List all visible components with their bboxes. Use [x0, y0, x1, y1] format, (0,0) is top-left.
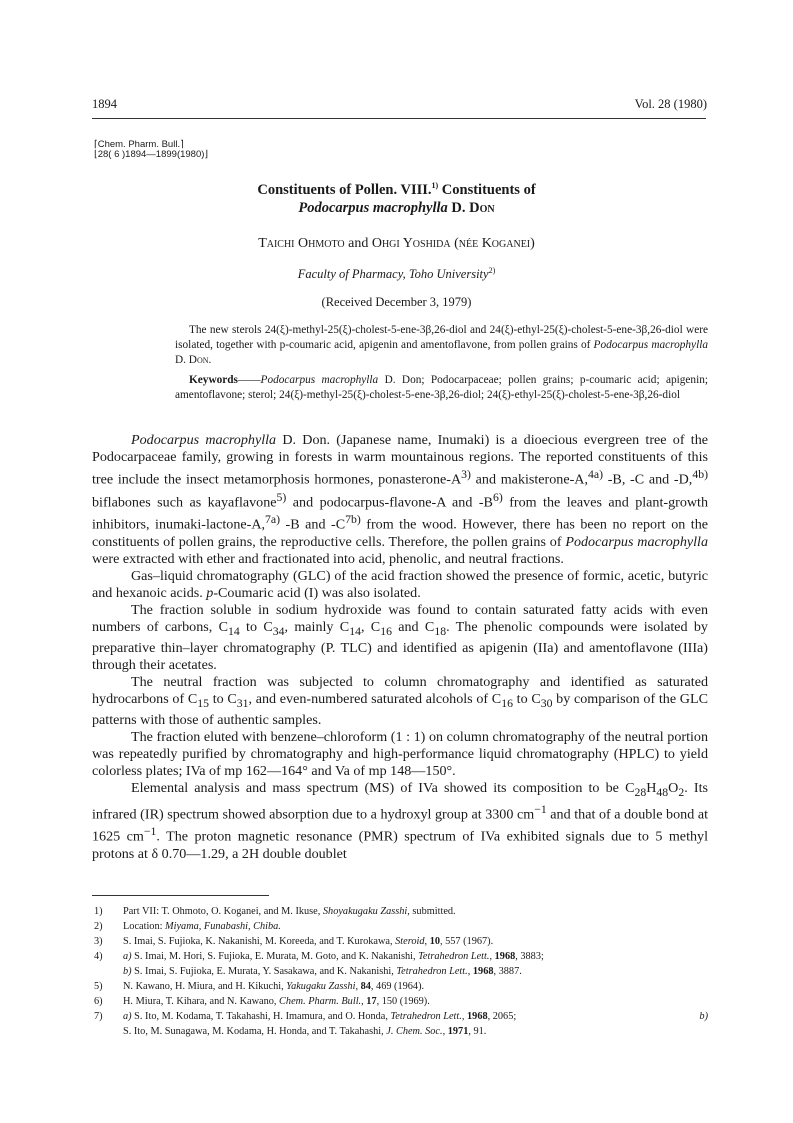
affiliation: Faculty of Pharmacy, Toho University$^{2)}$	[297, 266, 496, 282]
article-title-line-1: Constituents of Pollen. VIII.$^{1)}$ Constituents of	[257, 181, 536, 198]
main-text	[92, 432, 708, 863]
paragraph-2: Gas–liquid chromatography (GLC) of the acid fraction showed the presence of formic, acetic, butyric and hexanoic acids. p-Coumaric acid (I) was also isolated.	[92, 568, 708, 602]
footnote-4a: 4) a) S. Imai, M. Hori, S. Fujioka, E. Murata, M. Goto, and K. Nakanishi, Tetrahedron Lett., 1968, 3883;	[94, 951, 544, 962]
title-footnote-ref: 1)	[431, 181, 439, 190]
paragraph-3: The fraction soluble in sodium hydroxide was found to contain saturated fatty acids with even numbers of carbons, $C_{14}$ to $C_{34}$, mainly $C_{14}$, $C_{16}$ and $C_{18}$. The phenolic compounds were isolated by preparative thin–layer chromatography (P. TLC) and identified as apigenin (IIa) and amentoflavone (IIIa) through their acetates.	[92, 602, 708, 673]
journal-citation	[94, 140, 208, 160]
paragraph-5: The fraction eluted with benzene–chloroform (1 : 1) on column chromatography of the neutral portion was repeatedly purified by chromatography and high-performance liquid chromatography (HPLC) to yield colorless plates; IVa of mp 162—164° and Va of mp 148—150°.	[92, 728, 708, 779]
footnote-7a: 7) a) S. Ito, M. Kodama, T. Takahashi, H. Imamura, and O. Honda, Tetrahedron Lett., 1968, 2065; b)	[94, 1011, 708, 1022]
header-rule	[92, 118, 706, 119]
footnote-rule	[92, 895, 269, 896]
article-title-line-2: Podocarpus macrophylla D. Don	[298, 200, 495, 216]
authors: Taichi Ohmoto and Ohgi Yoshida (née Koganei)	[258, 236, 535, 251]
footnote-7b: S. Ito, M. Sunagawa, M. Kodama, H. Honda, and T. Takahashi, J. Chem. Soc., 1971, 91.	[123, 1026, 487, 1037]
citation-line-1: ⌈Chem. Pharm. Bull.⌉	[94, 139, 184, 150]
citation-line-2: ⌊28( 6 )1894—1899(1980)⌋	[94, 149, 209, 160]
keywords: Keywords——Podocarpus macrophylla D. Don; Podocarpaceae; pollen grains; p-coumaric acid; apigenin; amentoflavone; sterol; 24(ξ)-methyl-25(ξ)-cholest-5-ene-3β,26-diol; 24(ξ)-ethyl-25(ξ)-cholest-5-ene-3β,26-diol	[175, 374, 708, 401]
footnote-1: 1) Part VII: T. Ohmoto, O. Koganei, and M. Ikuse, Shoyakugaku Zasshi, submitted.	[94, 906, 456, 917]
paragraph-4: The neutral fraction was subjected to column chromatography and identified as saturated hydrocarbons of $C_{15}$ to $C_{31}$, and even-numbered saturated alcohols of $C_{16}$ to $C_{30}$ by comparison of the GLC patterns with those of authentic samples.	[92, 673, 708, 728]
keywords-label: Keywords	[189, 374, 238, 386]
page-number: 1894	[92, 97, 117, 111]
footnote-3: 3) S. Imai, S. Fujioka, K. Nakanishi, M. Koreeda, and T. Kurokawa, Steroid, 10, 557 (1967).	[94, 936, 494, 947]
paragraph-1: Podocarpus macrophylla D. Don. (Japanese name, Inumaki) is a dioecious evergreen tree of the Podocarpaceae family, growing in forests in warm mountainous regions. The reported constituents of this tree include the insect metamorphosis hormones, ponasterone-$A^{3)}$ and makisterone-A,$^{4a)}$ -B, -C and -D,$^{4b)}$ biflabones such as kayaflavone$^{5)}$ and podocarpus-flavone-A and $-B^{6)}$ from the leaves and plant-growth inhibitors, inumaki-lactone-A,$^{7a)}$ -B and $-C^{7b)}$ from the wood. However, there has been no report on the constituents of pollen grains, the reproductive cells. Therefore, the pollen grains of Podocarpus macrophylla were extracted with ether and fractionated into acid, phenolic, and neutral fractions.	[92, 432, 709, 568]
footnote-5: 5) N. Kawano, H. Miura, and H. Kikuchi, Yakugaku Zasshi, 84, 469 (1964).	[94, 981, 425, 992]
footnote-6: 6) H. Miura, T. Kihara, and N. Kawano, Chem. Pharm. Bull., 17, 150 (1969).	[94, 996, 430, 1007]
paragraph-6: Elemental analysis and mass spectrum (MS) of IVa showed its composition to be $C_{28}H_{48}O_2$. Its infrared (IR) spectrum showed absorption due to a hydroxyl group at 3300 $cm^{-1}$ and that of a double bond at 1625 $cm^{-1}$. The proton magnetic resonance (PMR) spectrum of IVa exhibited signals due to 5 methyl protons at δ 0.70—1.29, a 2H double doublet	[92, 779, 709, 862]
footnotes	[92, 904, 708, 1039]
abstract-text: The new sterols 24(ξ)-methyl-25(ξ)-cholest-5-ene-3β,26-diol and 24(ξ)-ethyl-25(ξ)-cholest-5-ene-3β,26-diol were isolated, together with p-coumaric acid, apigenin and amentoflavone, from pollen grains of Podocarpus macrophylla D. Don.	[175, 324, 708, 366]
received-date: (Received December 3, 1979)	[321, 295, 472, 309]
footnote-2: 2) Location: Miyama, Funabashi, Chiba.	[94, 921, 281, 932]
abstract	[175, 323, 708, 403]
volume-info: Vol. 28 (1980)	[634, 97, 707, 111]
footnote-4b: b) S. Imai, S. Fujioka, E. Murata, Y. Sasakawa, and K. Nakanishi, Tetrahedron Lett., 1968, 3887.	[123, 966, 522, 977]
